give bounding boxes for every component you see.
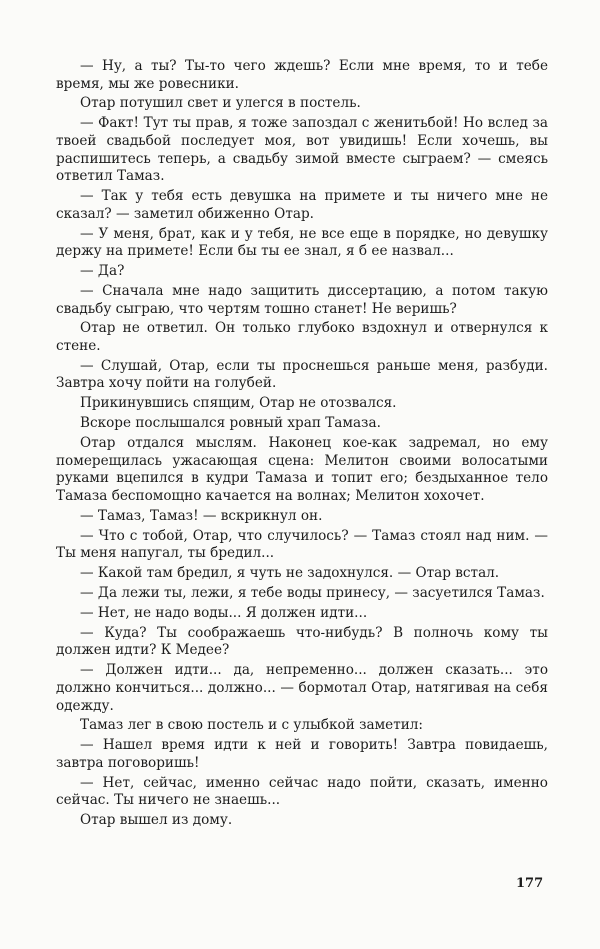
paragraph: Отар потушил свет и улегся в постель. — [80, 95, 361, 112]
paragraph: Отар отдался мыслям. Наконец кое-как задремал, но ему померещилась ужасающая сцена: Мелитон своими волосатыми руками вцепился в кудри Тамаза и топит его; бездыханное тело Тамаза беспомощно качается на волнах; Мелитон хохочет. — [56, 435, 548, 504]
paragraph: Тамаз лег в свою постель и с улыбкой заметил: — [80, 717, 424, 734]
paragraph: Отар вышел из дому. — [80, 812, 233, 829]
paragraph: — Да? — [80, 263, 125, 280]
paragraph: — Какой там бредил, я чуть не задохнулся. — Отар встал. — [80, 565, 500, 582]
paragraph: — У меня, брат, как и у тебя, не все еще в порядке, но девушку держу на примете! Если бы ты ее знал, я б ее назвал... — [56, 225, 548, 260]
paragraph: — Сначала мне надо защитить диссертацию, а потом такую свадьбу сыграю, что чертям тошно станет! Не веришь? — [56, 282, 548, 317]
paragraph: Отар не ответил. Он только глубоко вздохнул и отвернулся к стене. — [56, 320, 548, 354]
paragraph: — Да лежи ты, лежи, я тебе воды принесу, — засуетился Тамаз. — [80, 585, 545, 602]
paragraph: — Нашел время идти к ней и говорить! Завтра повидаешь, завтра поговоришь! — [56, 737, 548, 771]
paragraph: — Факт! Тут ты прав, я тоже запоздал с женитьбой! Но вслед за твоей свадьбой последует моя, вот увидишь! Если хочешь, вы распишитесь теперь, а свадьбу зимой вместе сыграем? — смеясь ответил Тамаз. — [56, 115, 548, 185]
page-number: 177 — [516, 876, 544, 891]
paragraph: — Что с тобой, Отар, что случилось? — Тамаз стоял над ним. — Ты меня напугал, ты бредил... — [56, 527, 548, 562]
paragraph: Прикинувшись спящим, Отар не отозвался. — [80, 395, 397, 412]
paragraph: — Ну, а ты? Ты-то чего ждешь? Если мне время, то и тебе время, мы же ровесники. — [56, 58, 548, 92]
paragraph: — Слушай, Отар, если ты проснешься раньше меня, разбуди. Завтра хочу пойти на голубей. — [56, 357, 548, 392]
paragraph: — Нет, не надо воды... Я должен идти... — [80, 604, 368, 621]
paragraph: — Должен идти... да, непременно... должен сказать... это должно кончиться... должно... — бормотал Отар, натягивая на себя одежду. — [56, 662, 548, 714]
paragraph: — Куда? Ты соображаешь что-нибудь? В полночь кому ты должен идти? К Медее? — [56, 624, 548, 659]
paragraph: Вскоре послышался ровный храп Тамаза. — [80, 415, 381, 432]
paragraph: — Так у тебя есть девушка на примете и ты ничего мне не сказал? — заметил обиженно Отар. — [56, 188, 548, 222]
page-body-text — [56, 58, 548, 832]
paragraph: — Нет, сейчас, именно сейчас надо пойти, сказать, именно сейчас. Ты ничего не знаешь... — [56, 774, 548, 809]
paragraph: — Тамаз, Тамаз! — вскрикнул он. — [80, 507, 323, 524]
